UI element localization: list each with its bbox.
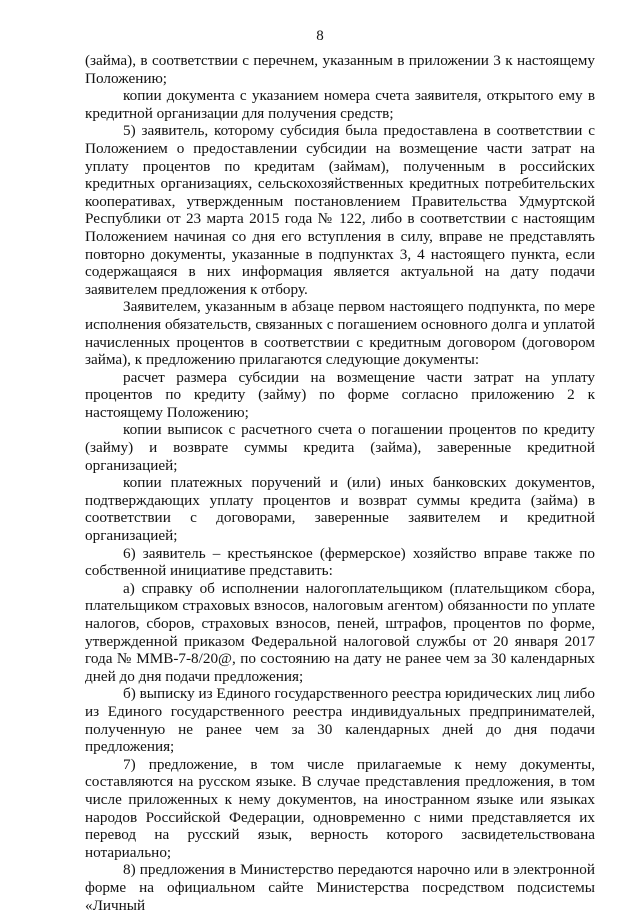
paragraph-item-7: 7) предложение, в том числе прилагаемые к нему документы, составляются на русском языке. В случае представления предложения, в том числе приложенных к нему документов, на иностранном языке или языках народов Российской Федерации, одновременно с ними представляется их перевод на русский язык, верность которого засвидетельствована нотариально;: [85, 755, 595, 861]
paragraph-account-copy: копии документа с указанием номера счета заявителя, открытого ему в кредитной организации для получения средств;: [85, 87, 595, 122]
paragraph-applicant-documents: Заявителем, указанным в абзаце первом настоящего подпункта, по мере исполнения обязательств, связанных с погашением основного долга и уплатой начисленных процентов в соответствии с кредитным договором (договором займа), к предложению прилагаются следующие документы:: [85, 298, 595, 369]
paragraph-item-6b: б) выписку из Единого государственного реестра юридических лиц либо из Единого государственного реестра индивидуальных предпринимателей, полученную не ранее чем за 30 календарных дней до дня подачи предложения;: [85, 685, 596, 756]
paragraph-payment-orders: копии платежных поручений и (или) иных банковских документов, подтверждающих уплату процентов и возврат суммы кредита (займа) в соответствии с договорами, заверенные заявителем и кредитной организацией;: [85, 474, 595, 545]
page-number: 8: [316, 28, 324, 44]
paragraph-item-8: 8) предложения в Министерство передаются нарочно или в электронной форме на официальном сайте Министерства посредством подсистемы «Личный: [85, 861, 595, 914]
document-body: [85, 52, 595, 914]
paragraph-item-6a: а) справку об исполнении налогоплательщиком (плательщиком сбора, плательщиком страховых взносов, налоговым агентом) обязанности по уплате налогов, сборов, страховых взносов, пеней, штрафов, процентов по форме, утвержденной приказом Федеральной налоговой службы от 20 января 2017 года № ММВ-7-8/20@, по состоянию на дату не ранее чем за 30 календарных дней до дня подачи предложения;: [85, 579, 595, 685]
paragraph-subsidy-calculation: расчет размера субсидии на возмещение части затрат на уплату процентов по кредиту (займу) по форме согласно приложению 2 к настоящему Положению;: [85, 368, 595, 421]
paragraph-item-5: 5) заявитель, которому субсидия была предоставлена в соответствии с Положением о предоставлении субсидии на возмещение части затрат на уплату процентов по кредитам (займам), полученным в российских кредитных организациях, сельскохозяйственных кредитных потребительских кооперативах, утвержденным постановлением Правительства Удмуртской Республики от 23 марта 2015 года № 122, либо в соответствии с настоящим Положением начиная со дня его вступления в силу, вправе не представлять повторно документы, указанные в подпунктах 3, 4 настоящего пункта, если содержащаяся в них информация является актуальной на дату подачи заявителем предложения к отбору.: [85, 122, 595, 298]
paragraph-account-statements: копии выписок с расчетного счета о погашении процентов по кредиту (займу) и возврате суммы кредита (займа), заверенные кредитной организацией;: [85, 421, 595, 474]
paragraph-item-6: 6) заявитель – крестьянское (фермерское) хозяйство вправе также по собственной инициативе представить:: [85, 544, 595, 580]
paragraph-continuation: (займа), в соответствии с перечнем, указанным в приложении 3 к настоящему Положению;: [85, 52, 595, 87]
